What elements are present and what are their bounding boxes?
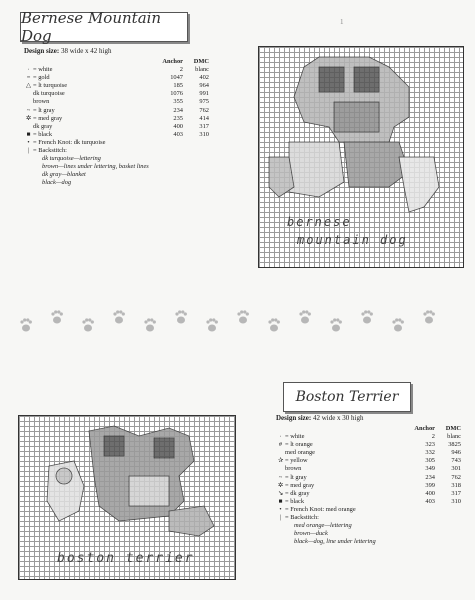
backstitch-note: med orange—lettering [294,522,352,530]
dmc-number: 964 [199,82,209,90]
stitch-symbol-icon: · [27,66,30,74]
color-name: = lt turquoise [33,82,68,90]
paw-icon [206,318,218,331]
boston-chart [18,415,236,580]
bernese-design-size-label: Design size: [24,47,60,55]
french-knot-text: = French Knot: dk turquoise [33,138,106,146]
legend-row [24,115,209,123]
paw-icon [392,318,404,331]
dmc-number: blanc [447,433,461,441]
legend-row [24,107,209,115]
anchor-number: 332 [425,449,435,457]
backstitch-note: dk turquoise—lettering [42,155,101,163]
legend-row [24,82,209,90]
dmc-number: 414 [199,114,209,122]
legend-header [24,58,209,66]
stitch-symbol-icon [24,123,33,131]
anchor-header: Anchor [414,425,435,432]
anchor-number: 403 [425,497,435,505]
dmc-number: blanc [195,66,209,74]
color-name: = dk gray [285,489,310,497]
backstitch-icon: | [279,514,282,522]
legend-row [276,482,461,490]
stitch-symbol-icon: ✲ [25,114,32,122]
legend-row [24,131,209,139]
dmc-number: 3825 [448,441,461,449]
legend-row [276,449,461,457]
dmc-number: 762 [199,106,209,114]
dmc-number: 310 [451,497,461,505]
legend-row [276,441,461,449]
color-name: = lt gray [33,106,55,114]
paw-icon [237,310,249,323]
dmc-number: 317 [199,122,209,130]
legend-row [24,66,209,74]
anchor-number: 403 [173,130,183,138]
french-knot-text: = French Knot: med orange [285,505,356,513]
color-name: brown [285,465,302,473]
paw-icon [113,310,125,323]
anchor-number: 1076 [170,90,183,98]
boston-design-size [276,414,364,422]
legend-row [276,465,461,473]
color-name: = black [285,497,305,505]
backstitch-row [276,514,461,522]
stitch-symbol-icon: ✰ [277,457,284,465]
paw-icon [82,318,94,331]
french-knot-row [24,139,209,147]
legend-row [276,490,461,498]
anchor-number: 234 [425,473,435,481]
french-knot-icon: • [279,505,282,513]
anchor-number: 400 [173,122,183,130]
stitch-symbol-icon: ■ [26,130,31,138]
paw-icon [268,318,280,331]
backstitch-text: = Backstitch: [285,514,319,522]
anchor-header: Anchor [162,58,183,65]
stitch-symbol-icon: ■ [278,497,283,505]
bernese-chart [258,46,464,268]
stitch-symbol-icon: ~ [26,106,31,114]
stitch-symbol-icon: ↘ [277,489,284,497]
legend-row [276,457,461,465]
boston-legend [276,425,461,546]
backstitch-text: = Backstitch: [33,147,67,155]
color-name: = lt gray [285,473,307,481]
paw-icon [20,318,32,331]
boston-design-size-label: Design size: [276,414,312,422]
anchor-number: 355 [173,98,183,106]
backstitch-icon: | [27,147,30,155]
bernese-design-size [24,47,112,55]
color-name: med orange [285,449,315,457]
legend-row [24,123,209,131]
dmc-number: 975 [199,98,209,106]
dmc-number: 762 [451,473,461,481]
bernese-legend [24,58,209,188]
stitch-symbol-icon [24,98,33,106]
anchor-number: 400 [425,489,435,497]
dmc-number: 310 [199,130,209,138]
dmc-number: 946 [451,449,461,457]
anchor-number: 185 [173,82,183,90]
legend-row [24,98,209,106]
color-name: = yellow [285,457,308,465]
legend-row [276,433,461,441]
color-name: = white [33,66,53,74]
anchor-number: 2 [431,433,435,441]
color-name: = gold [33,74,50,82]
chart-word-mountain-dog: mountain dog [297,233,408,247]
dmc-header: DMC [445,425,461,432]
paw-icon [144,318,156,331]
color-name: dk turquoise [33,90,65,98]
paw-icon [423,310,435,323]
french-knot-row [276,506,461,514]
french-knot-icon: • [27,138,30,146]
legend-header [276,425,461,433]
backstitch-note: black—dog [42,179,72,187]
stitch-symbol-icon: ~ [278,473,283,481]
stitch-symbol-icon: ✲ [277,481,284,489]
legend-row [24,90,209,98]
dmc-number: 318 [451,481,461,489]
paw-icon [175,310,187,323]
stitch-symbol-icon: = [26,74,31,82]
anchor-number: 399 [425,481,435,489]
legend-row [276,474,461,482]
stitch-symbol-icon: # [278,441,283,449]
paw-prints-icon [14,305,464,335]
backstitch-note: brown—lines under lettering, basket lines [42,163,149,171]
chart-word-bernese: bernese [287,215,352,229]
color-name: = white [285,433,305,441]
stitch-symbol-icon: △ [26,82,31,90]
color-name: = med gray [33,114,63,122]
anchor-number: 1047 [170,74,183,82]
dmc-number: 317 [451,489,461,497]
paw-icon [361,310,373,323]
color-name: dk gray [33,122,53,130]
anchor-number: 323 [425,441,435,449]
color-name: = med gray [285,481,315,489]
backstitch-row [24,147,209,155]
dmc-number: 402 [199,74,209,82]
legend-row [276,498,461,506]
anchor-number: 235 [173,114,183,122]
paw-icon [299,310,311,323]
stitch-symbol-icon [24,90,33,98]
dmc-number: 743 [451,457,461,465]
page-number: 1 [340,18,344,26]
paw-icon [51,310,63,323]
anchor-number: 2 [179,66,183,74]
paw-icon [330,318,342,331]
anchor-number: 305 [425,457,435,465]
dmc-header: DMC [193,58,209,65]
boston-title: Boston Terrier [283,382,411,412]
dmc-number: 991 [199,90,209,98]
legend-row [24,74,209,82]
chart-word-boston-terrier: boston terrier [57,551,195,566]
bernese-design-size-value: 38 wide x 42 high [60,47,112,55]
paw-print-divider [14,305,464,335]
boston-design-size-value: 42 wide x 30 high [312,414,364,422]
anchor-number: 234 [173,106,183,114]
bernese-title: Bernese Mountain Dog [20,12,188,42]
backstitch-note: dk gray—blanket [42,171,86,179]
color-name: = lt orange [285,441,313,449]
stitch-symbol-icon [276,449,285,457]
backstitch-note: brown—duck [294,530,328,538]
anchor-number: 349 [425,465,435,473]
dmc-number: 301 [451,465,461,473]
backstitch-note: black—dog, line under lettering [294,538,376,546]
stitch-symbol-icon: · [279,433,282,441]
color-name: brown [33,98,50,106]
stitch-symbol-icon [276,465,285,473]
color-name: = black [33,130,53,138]
